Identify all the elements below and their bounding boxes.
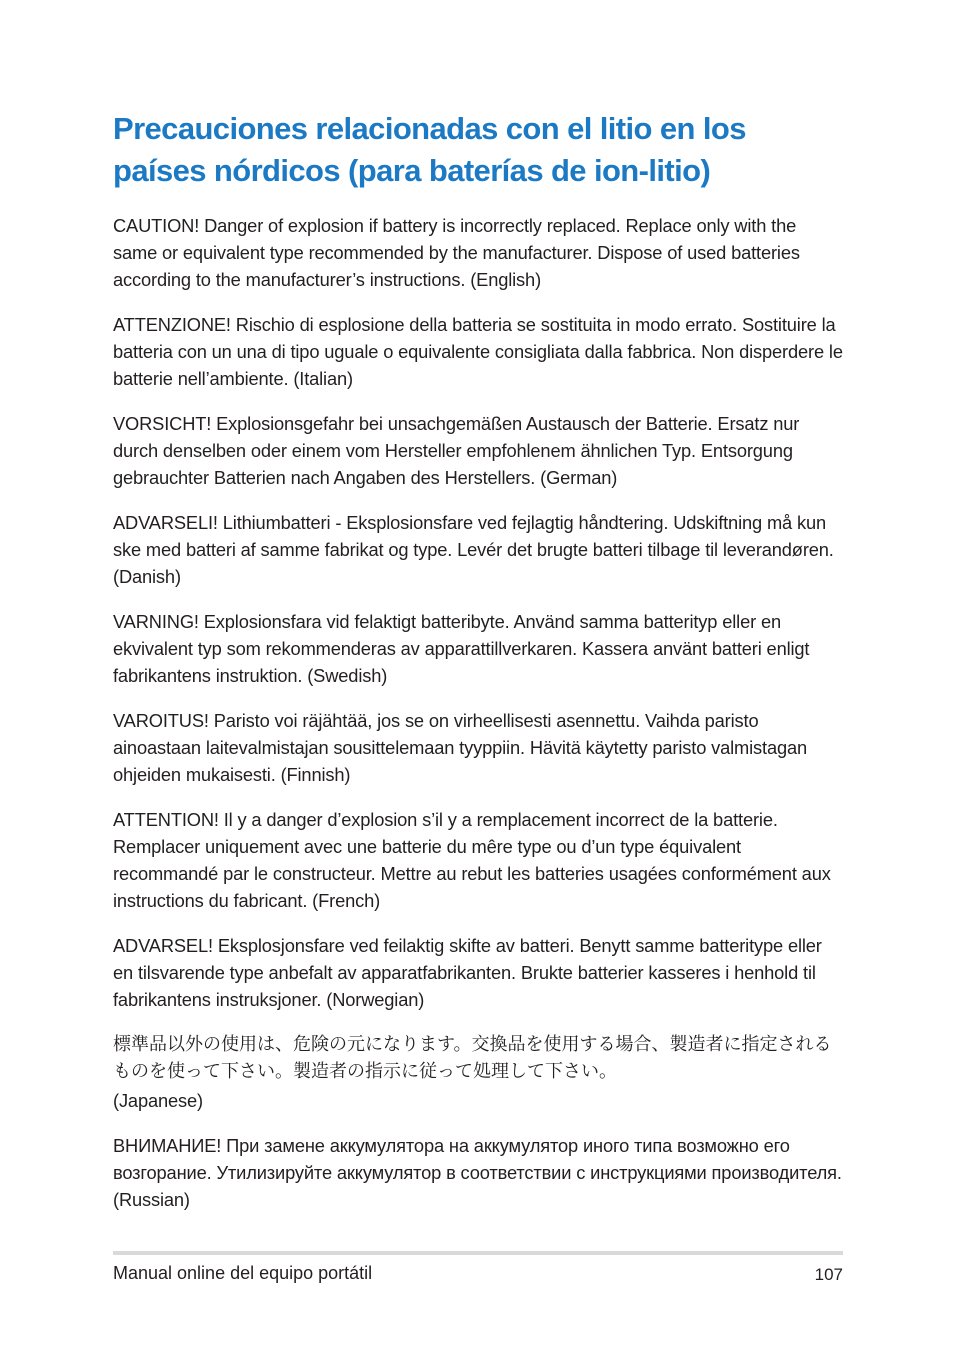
page-content bbox=[113, 108, 843, 1231]
page-title: Precauciones relacionadas con el litio en los países nórdicos (para baterías de ion-litio) bbox=[113, 111, 746, 188]
warning-russian: ВНИМАНИЕ! При замене аккумулятора на аккумулятор иного типа возможно его возгорание. Утилизируйте аккумулятор в соответствии с инструкциями производителя. (Russian) bbox=[113, 1135, 842, 1210]
warning-french: ATTENTION! Il y a danger d’explosion s’il y a remplacement incorrect de la batterie. Remplacer uniquement avec une batterie du mêre type ou d’un type équivalent recommandé par le constructeur. Mettre au rebut les batteries usagées conformément aux instructions du fabricant. (French) bbox=[113, 809, 831, 911]
warning-japanese-text: 標準品以外の使用は、危険の元になります。交換品を使用する場合、製造者に指定されるものを使って下さい。製造者の指示に従って処理して下さい。 bbox=[113, 1034, 832, 1082]
warning-japanese-label: (Japanese) bbox=[113, 1090, 203, 1111]
warning-italian: ATTENZIONE! Rischio di esplosione della batteria se sostituita in modo errato. Sostituire la batteria con un una di tipo uguale o equivalente consigliata dalla fabbrica. Non disperdere le batterie nell’ambiente. (Italian) bbox=[113, 314, 843, 389]
page-number: 107 bbox=[814, 1265, 843, 1284]
warning-swedish: VARNING! Explosionsfara vid felaktigt batteribyte. Använd samma batterityp eller en ekvivalent typ som rekommenderas av apparattillverkaren. Kassera använt batteri enligt fabrikantens instruktion. (Swedish) bbox=[113, 611, 810, 686]
warning-english: CAUTION! Danger of explosion if battery is incorrectly replaced. Replace only with the same or equivalent type recommended by the manufacturer. Dispose of used batteries according to the manufacturer’s instructions. (English) bbox=[113, 215, 800, 290]
warning-german: VORSICHT! Explosionsgefahr bei unsachgemäßen Austausch der Batterie. Ersatz nur durch denselben oder einem vom Hersteller empfohlenem ähnlichen Typ. Entsorgung gebrauchter Batterien nach Angaben des Herstellers. (German) bbox=[113, 413, 800, 488]
warning-danish: ADVARSELI! Lithiumbatteri - Eksplosionsfare ved fejlagtig håndtering. Udskiftning må kun ske med batteri af samme fabrikat og type. Levér det brugte batteri tilbage til leverandøren. (Danish) bbox=[113, 512, 834, 587]
footer-manual-title: Manual online del equipo portátil bbox=[113, 1263, 373, 1283]
footer-divider bbox=[113, 1251, 843, 1255]
warning-norwegian: ADVARSEL! Eksplosjonsfare ved feilaktig skifte av batteri. Benytt samme batteritype eller en tilsvarende type anbefalt av apparatfabrikanten. Brukte batterier kasseres i henhold til fabrikantens instruksjoner. (Norwegian) bbox=[113, 935, 822, 1010]
warning-finnish: VAROITUS! Paristo voi räjähtää, jos se on virheellisesti asennettu. Vaihda paristo ainoastaan laitevalmistajan sousittelemaan tyyppiin. Hävitä käytetty paristo valmistagan ohjeiden mukaisesti. (Finnish) bbox=[113, 710, 808, 785]
